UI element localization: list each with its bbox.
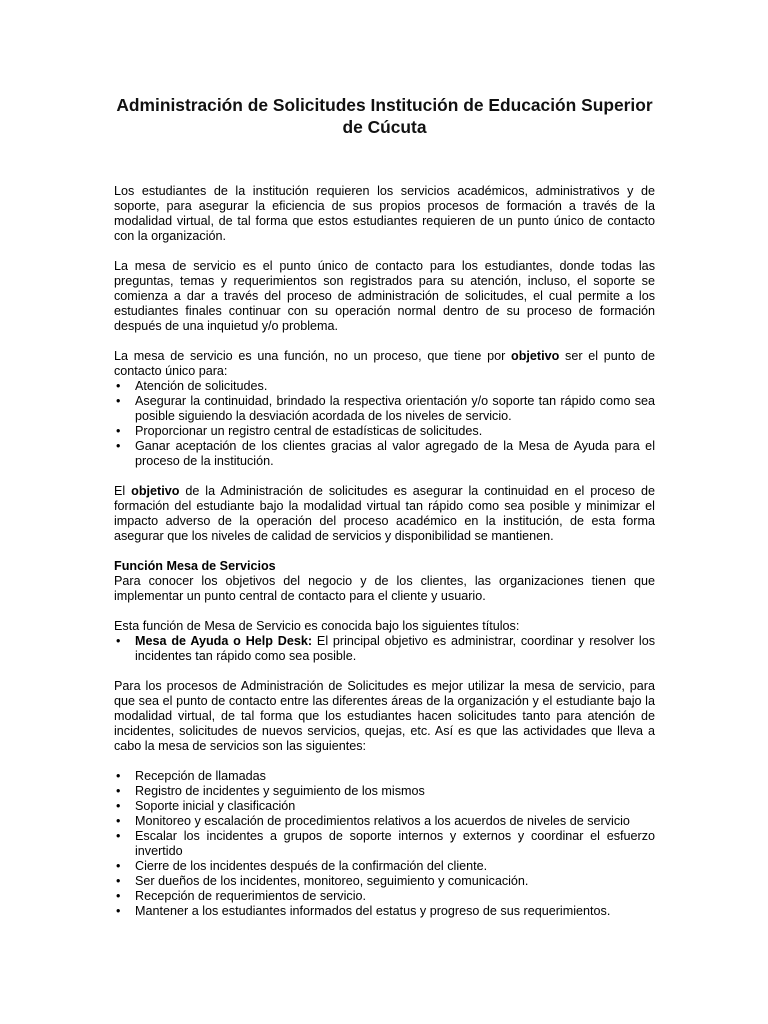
text-run: El principal objetivo es administrar, coordinar y resolver los incidentes tan rápido como sea posible. — [135, 634, 655, 663]
paragraph-procesos: Para los procesos de Administración de Solicitudes es mejor utilizar la mesa de servicio, para que sea el punto de contacto entre las diferentes áreas de la organización y el estudiante bajo la modalidad virtual, de tal forma que los estudiantes hacen solicitudes tanto para atención de incidentes, solicitudes de nuevos servicios, quejas, etc. Así es que las actividades que lleva a cabo la mesa de servicios son las siguientes: — [114, 679, 655, 753]
paragraph-titulos: Esta función de Mesa de Servicio es conocida bajo los siguientes títulos: — [114, 619, 520, 633]
actividades-list — [114, 769, 655, 919]
list-item: • Cierre de los incidentes después de la confirmación del cliente. — [114, 859, 655, 874]
section-heading: Función Mesa de Servicios — [114, 559, 276, 573]
list-item: • Mantener a los estudiantes informados del estatus y progreso de sus requerimientos. — [114, 904, 655, 919]
paragraph-intro: Los estudiantes de la institución requieren los servicios académicos, administrativos y de soporte, para asegurar la eficiencia de sus propios procesos de formación a través de la modalidad virtual, de tal forma que estos estudiantes requieren de un punto único de contacto con la organización. — [114, 184, 655, 243]
list-item: • Atención de solicitudes. — [114, 379, 655, 394]
document-page — [114, 94, 655, 919]
paragraph-mesa-servicio: La mesa de servicio es el punto único de contacto para los estudiantes, donde todas las preguntas, temas y requerimientos son registrados para su atención, incluso, el soporte se comienza a dar a través del proceso de administración de solicitudes, el cual permite a los estudiantes finales continuar con su operación normal dentro de su proceso de formación después de una inquietud y/o problema. — [114, 259, 655, 333]
paragraph-objetivo-mesa — [114, 349, 655, 379]
list-item: • Recepción de llamadas — [114, 769, 655, 784]
document-title: Administración de Solicitudes Institución de Educación Superior de Cúcuta — [116, 95, 653, 137]
list-item: • Recepción de requerimientos de servicio. — [114, 889, 655, 904]
bold-term: objetivo — [131, 484, 180, 498]
paragraph-funcion: Para conocer los objetivos del negocio y de los clientes, las organizaciones tienen que implementar un punto central de contacto para el cliente y usuario. — [114, 574, 655, 603]
list-item: • Asegurar la continuidad, brindado la respectiva orientación y/o soporte tan rápido como sea posible siguiendo la desviación acordada de los niveles de servicio. — [114, 394, 655, 424]
text-run: ser el punto de contacto único para: — [114, 349, 655, 378]
titulos-list — [114, 634, 655, 664]
list-item: • Registro de incidentes y seguimiento de los mismos — [114, 784, 655, 799]
bold-term: objetivo — [511, 349, 560, 363]
list-item: • Soporte inicial y clasificación — [114, 799, 655, 814]
bold-term: Mesa de Ayuda o Help Desk: — [135, 634, 313, 648]
text-run: El — [114, 484, 132, 498]
list-item: • Monitoreo y escalación de procedimientos relativos a los acuerdos de niveles de servicio — [114, 814, 655, 829]
list-item: • Ser dueños de los incidentes, monitoreo, seguimiento y comunicación. — [114, 874, 655, 889]
text-run: La mesa de servicio es una función, no un proceso, que tiene por — [114, 349, 512, 363]
list-item: • Proporcionar un registro central de estadísticas de solicitudes. — [114, 424, 655, 439]
objetivos-list — [114, 379, 655, 469]
paragraph-objetivo-administracion — [114, 484, 655, 544]
list-item — [114, 634, 655, 664]
list-item: • Escalar los incidentes a grupos de soporte internos y externos y coordinar el esfuerzo invertido — [114, 829, 655, 859]
list-item: • Ganar aceptación de los clientes gracias al valor agregado de la Mesa de Ayuda para el proceso de la institución. — [114, 439, 655, 469]
text-run: de la Administración de solicitudes es asegurar la continuidad en el proceso de formación del estudiante bajo la modalidad virtual tan rápido como sea posible y minimizar el impacto adverso de la operación del proceso académico en la institución, de esta forma asegurar que los niveles de calidad de servicios y disponibilidad se mantienen. — [114, 484, 655, 543]
